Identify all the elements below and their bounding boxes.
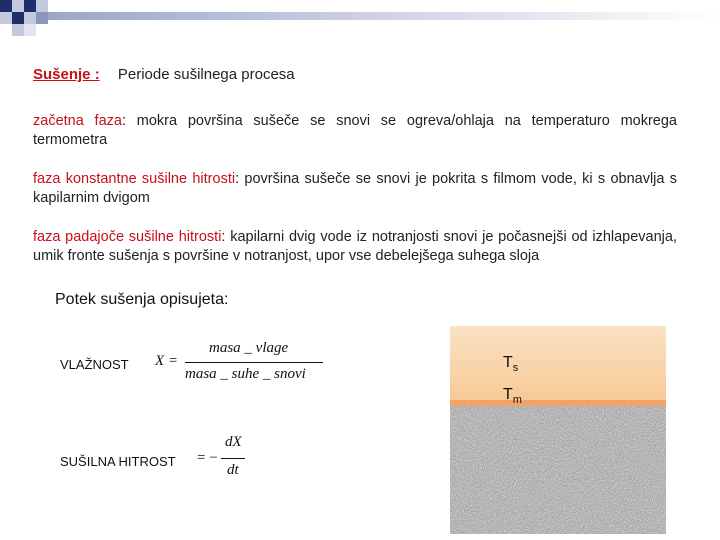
fraction-bar	[221, 458, 245, 459]
drying-sample-illustration	[450, 326, 666, 534]
header-decoration	[0, 0, 720, 60]
phase-constant-text: : površina sušeče se snovi je pokrita s filmom vode, ki s obnavlja s kapilarnim dvigom	[33, 171, 678, 206]
slide-title	[33, 66, 295, 83]
moisture-denominator: masa _ suhe _ snovi	[185, 366, 306, 382]
phase-falling-rate	[33, 228, 677, 266]
moisture-label: VLAŽNOST	[60, 357, 129, 372]
tm-symbol: T	[503, 386, 513, 403]
wet-bulb-temperature	[503, 386, 522, 406]
drying-rate-denominator: dt	[227, 462, 239, 478]
porous-solid	[450, 406, 666, 534]
phase-constant-term: faza konstantne sušilne hitrosti	[33, 171, 236, 187]
surface-temperature	[503, 354, 518, 374]
moisture-numerator: masa _ vlage	[209, 340, 289, 356]
phase-falling-text: : kapilarni dvig vode iz notranjosti snovi je počasnejši od izhlapevanja, umik fronte sušenja s površine v notranjost, upor vse debelejšega suhega sloja	[33, 229, 677, 264]
phase-initial	[33, 112, 677, 150]
drying-rate-formula	[197, 434, 257, 486]
fraction-bar	[185, 362, 323, 363]
drying-rate-numerator: dX	[225, 434, 242, 450]
ts-symbol: T	[503, 354, 513, 371]
potek-heading: Potek sušenja opisujeta:	[55, 291, 229, 308]
moisture-lhs: X =	[155, 353, 179, 369]
air-layer	[450, 326, 666, 400]
phase-falling-term: faza padajoče sušilne hitrosti	[33, 229, 222, 245]
drying-rate-eq: = −	[197, 450, 218, 466]
moisture-formula	[155, 340, 325, 386]
phase-initial-text: : mokra površina sušeče se snovi se ogreva/ohlaja na temperaturo mokrega termometra	[33, 113, 677, 148]
drying-rate-label: SUŠILNA HITROST	[60, 454, 176, 469]
title-main: Sušenje :	[33, 66, 100, 83]
phase-initial-term: začetna faza	[33, 113, 122, 129]
tm-subscript: m	[512, 394, 522, 406]
title-subtitle: Periode sušilnega procesa	[117, 66, 295, 83]
ts-subscript: s	[512, 362, 519, 374]
phase-constant-rate	[33, 170, 677, 208]
